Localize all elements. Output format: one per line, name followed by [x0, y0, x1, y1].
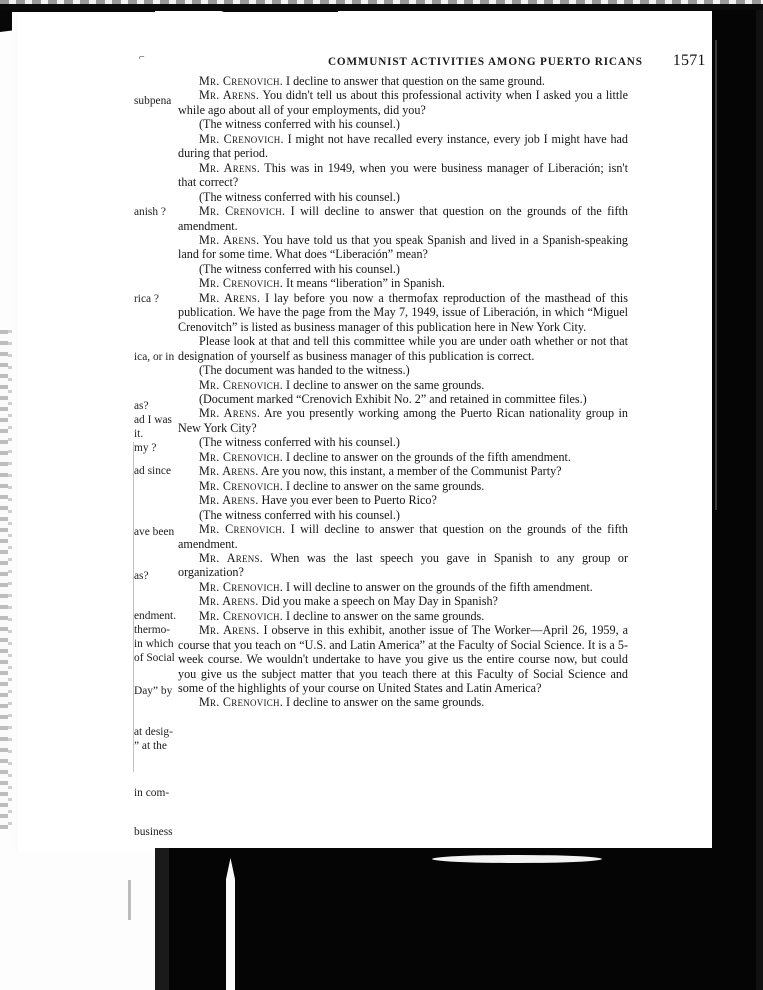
transcript-parenthetical: (The witness conferred with his counsel.)	[199, 117, 400, 132]
transcript-parenthetical: (The witness conferred with his counsel.)	[199, 507, 400, 522]
speaker-name: Mr. Arens.	[199, 594, 259, 609]
speaker-name: Mr. Crenovich.	[199, 608, 283, 623]
margin-bleed-fragment: as?	[134, 570, 149, 582]
transcript-parenthetical: (Document marked “Crenovich Exhibit No. 2” and retained in committee files.)	[199, 391, 587, 406]
margin-bleed-fragment: ica, or in	[134, 351, 175, 363]
margin-bleed-fragment: endment.	[134, 610, 177, 622]
speaker-name: Mr. Arens.	[199, 290, 261, 305]
margin-bleed-fragment: in com-	[134, 787, 170, 799]
margin-bleed-fragment: ave been	[134, 526, 175, 538]
transcript-paragraph: Mr. Arens. Did you make a speech on May Day in Spanish?	[199, 594, 498, 609]
transcript-paragraph: Mr. Crenovich. I decline to answer on the grounds of the fifth amendment.	[199, 449, 571, 464]
speaker-name: Mr. Arens.	[199, 160, 260, 175]
transcript-paragraph: Mr. Arens. This was in 1949, when you were business manager of Liberación; isn't that correct?	[178, 160, 628, 190]
transcript-body	[178, 74, 628, 710]
transcript-paragraph: Mr. Arens. When was the last speech you gave in Spanish to any group or organization?	[178, 550, 628, 580]
speaker-name: Mr. Arens.	[199, 232, 260, 247]
scanner-right-hairline-artifact	[715, 40, 717, 510]
transcript-parenthetical: (The witness conferred with his counsel.)	[199, 435, 400, 450]
speaker-name: Mr. Crenovich.	[199, 74, 283, 88]
margin-bleed-fragment: ” at the	[134, 740, 167, 752]
transcript-paragraph: Mr. Crenovich. I decline to answer on the same grounds.	[199, 608, 485, 623]
scanner-bottom-speck	[128, 880, 131, 920]
speaker-name: Mr. Crenovich.	[199, 522, 286, 537]
speaker-name: Mr. Crenovich.	[199, 377, 283, 392]
scanner-right-outer-edge	[756, 10, 763, 990]
speaker-name: Mr. Arens.	[199, 88, 260, 103]
scanner-bottom-black-band	[155, 848, 733, 990]
page-fold-edge	[12, 12, 18, 852]
speaker-name: Mr. Crenovich.	[199, 449, 283, 464]
transcript-paragraph: Mr. Arens. Have you ever been to Puerto Rico?	[199, 493, 437, 508]
transcript-parenthetical: Please look at that and tell this committee while you are under oath whether or not that designation of yourself as business manager of this publication is correct.	[178, 334, 628, 363]
margin-bleed-fragment: it.	[134, 428, 144, 440]
transcript-paragraph: Mr. Crenovich. I might not have recalled every instance, every job I might have had during that period.	[178, 131, 629, 161]
transcript-paragraph: Mr. Crenovich. I decline to answer on the same grounds.	[199, 695, 485, 710]
transcript-parenthetical: (The witness conferred with his counsel.)	[199, 261, 400, 276]
speaker-name: Mr. Arens.	[199, 464, 259, 479]
margin-bleed-fragment: ad I was	[134, 414, 172, 426]
transcript-paragraph: Mr. Arens. Are you now, this instant, a member of the Communist Party?	[199, 464, 562, 479]
transcript-paragraph: Mr. Crenovich. I decline to answer that question on the same ground.	[199, 74, 545, 88]
scanner-top-black-band	[0, 4, 763, 11]
transcript-paragraph: Mr. Crenovich. I decline to answer on the same grounds.	[199, 377, 485, 392]
margin-bleed-fragment: rica ?	[134, 293, 159, 305]
transcript-paragraph: Mr. Arens. I observe in this exhibit, another issue of The Worker—April 26, 1959, a course that you teach on “U.S. and Latin America” at the Faculty of Social Science. It is a 5-week course. We wouldn't undertake to have you give us the entire course now, but could you give us the subject matter that you teach there at this Faculty of Social Science and some of the highlights of your course on United States and Latin America?	[178, 623, 628, 696]
transcript-paragraph: Mr. Crenovich. I will decline to answer that question on the grounds of the fifth amendment.	[178, 522, 628, 551]
margin-bleed-fragment: subpena	[134, 95, 172, 107]
paper-page	[12, 12, 712, 852]
transcript-parenthetical: (The document was handed to the witness.)	[199, 363, 410, 378]
transcript-paragraph: Mr. Crenovich. I will decline to answer on the grounds of the fifth amendment.	[199, 579, 593, 594]
speaker-name: Mr. Crenovich.	[199, 204, 286, 219]
speaker-name: Mr. Crenovich.	[199, 579, 283, 594]
scanner-bottom-light-streak	[226, 858, 235, 990]
margin-bleed-fragment: as?	[134, 400, 149, 412]
scanner-bottom-glint	[432, 855, 602, 863]
transcript-paragraph: Mr. Arens. I lay before you now a thermofax reproduction of the masthead of this publication. We have the page from the May 7, 1949, issue of Liberación, in which “Miguel Crenovitch” is listed as business manager of this publication here in New York City.	[178, 290, 628, 334]
margin-bleed-fragment: anish ?	[134, 206, 166, 218]
transcript-paragraph: Mr. Arens. Are you presently working among the Puerto Rican nationality group in New York City?	[178, 406, 628, 435]
margin-bleed-fragment: business	[134, 826, 173, 838]
page-number: 1571	[672, 52, 706, 69]
speaker-name: Mr. Crenovich.	[199, 478, 283, 493]
speaker-name: Mr. Arens.	[199, 493, 259, 508]
running-head-title: COMMUNIST ACTIVITIES AMONG PUERTO RICANS	[328, 56, 643, 68]
speaker-name: Mr. Crenovich.	[199, 131, 284, 146]
transcript-parenthetical: (The witness conferred with his counsel.)	[199, 189, 400, 204]
speaker-name: Mr. Arens.	[199, 623, 260, 638]
scanner-bottom-notch-left	[155, 848, 169, 990]
margin-bleed-fragment: ad since	[134, 465, 172, 477]
margin-bleed-fragment: in which	[134, 638, 174, 650]
speaker-name: Mr. Crenovich.	[199, 276, 283, 291]
margin-bleed-fragment: at desig-	[134, 726, 173, 738]
transcript-paragraph: Mr. Crenovich. It means “liberation” in Spanish.	[199, 276, 445, 291]
speaker-name: Mr. Arens.	[199, 550, 264, 565]
margin-bleed-fragment: Day” by	[134, 685, 173, 697]
head-tick-mark: ⌐	[139, 52, 145, 63]
page-gutter-rule	[133, 442, 134, 772]
running-head	[328, 52, 706, 70]
transcript-paragraph: Mr. Crenovich. I will decline to answer that question on the grounds of the fifth amendment.	[178, 204, 628, 233]
transcript-paragraph: Mr. Crenovich. I decline to answer on the same grounds.	[199, 478, 485, 493]
margin-bleed-fragment: my ?	[134, 442, 157, 454]
transcript-paragraph: Mr. Arens. You have told us that you speak Spanish and lived in a Spanish-speaking land for some time. What does “Liberación” mean?	[178, 232, 628, 262]
speaker-name: Mr. Arens.	[199, 406, 260, 421]
speaker-name: Mr. Crenovich.	[199, 695, 283, 710]
margin-bleed-fragment: of Social	[134, 652, 175, 664]
margin-bleed-fragment: thermo-	[134, 624, 171, 636]
transcript-paragraph: Mr. Arens. You didn't tell us about this professional activity when I asked you a little while ago about all of your employments, did you?	[178, 88, 628, 117]
